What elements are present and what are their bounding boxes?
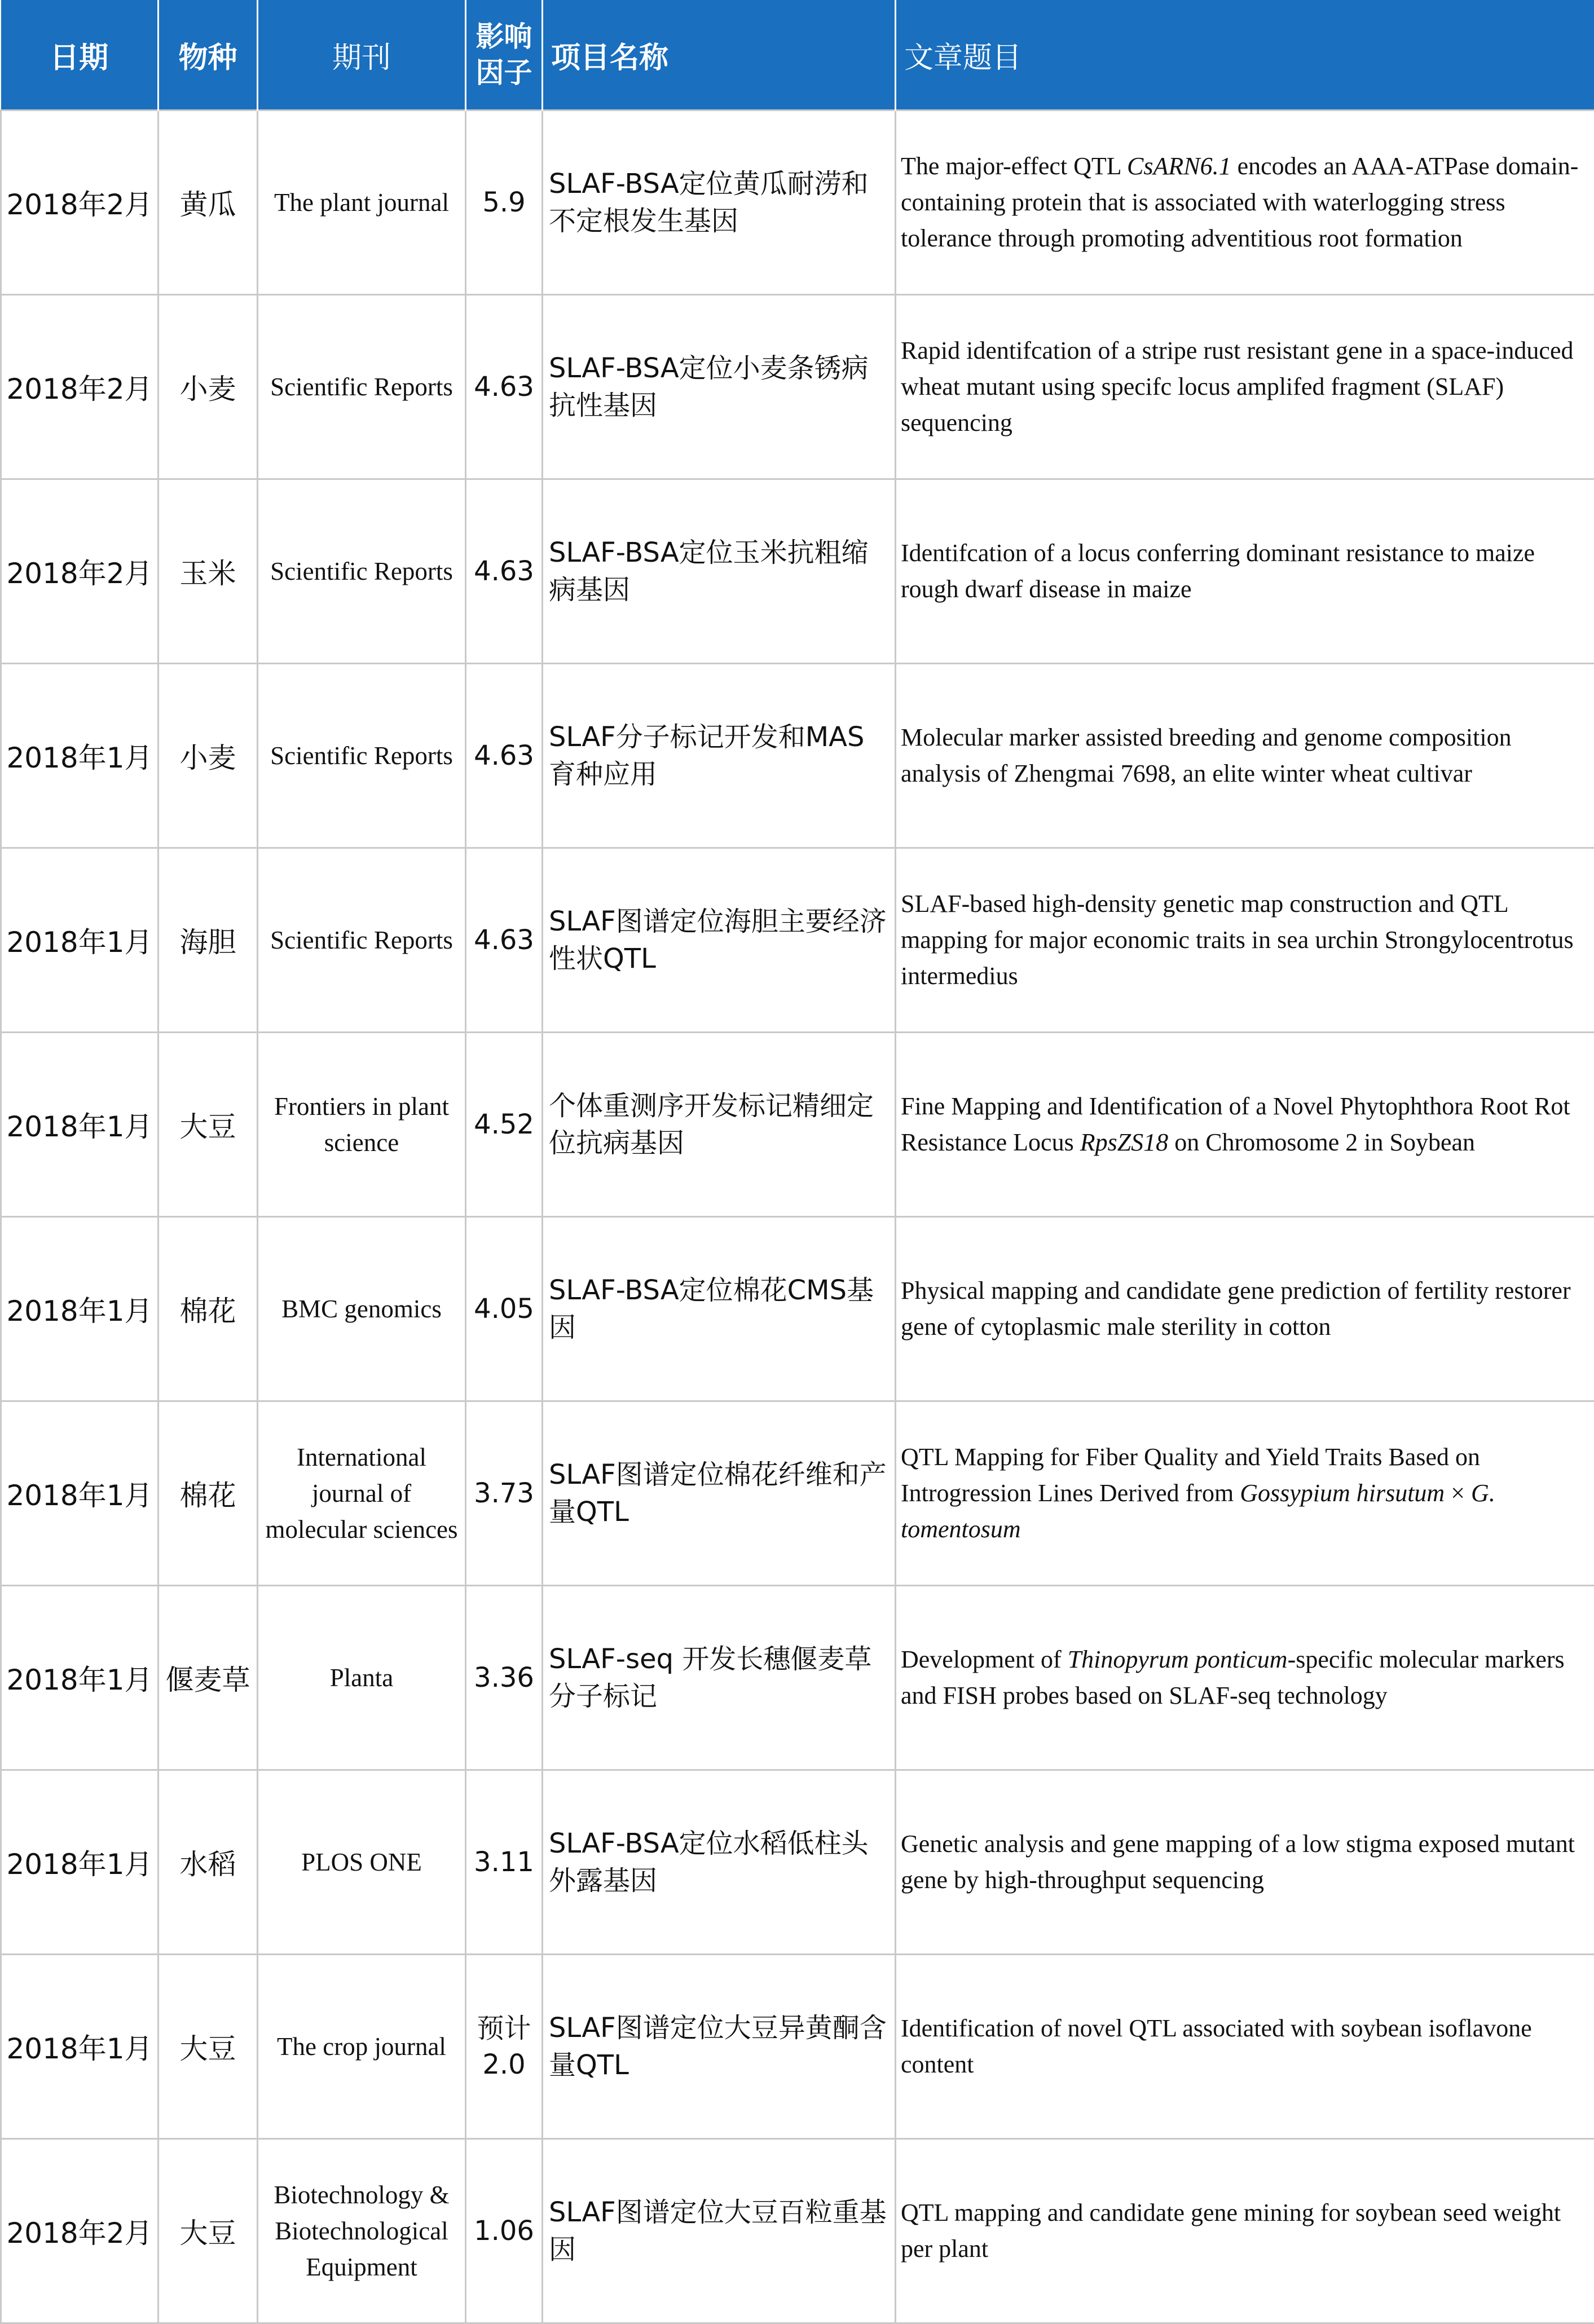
cell-article-title: [896, 295, 1594, 479]
cell-impact-factor: 4.63: [466, 848, 543, 1033]
cell-species: 小麦: [158, 295, 258, 479]
title-italic-segment: Thinopyrum ponticum: [1068, 1646, 1288, 1673]
cell-project-name: SLAF-BSA定位黄瓜耐涝和不定根发生基因: [543, 111, 896, 295]
cell-date: 2018年2月: [1, 2139, 158, 2323]
cell-journal: The crop journal: [258, 1955, 466, 2139]
cell-journal: Biotechnology & Biotechnological Equipment: [258, 2139, 466, 2323]
title-segment: QTL mapping and candidate gene mining for soybean seed weight per plant: [901, 2199, 1561, 2263]
cell-journal: Frontiers in plant science: [258, 1033, 466, 1217]
cell-date: 2018年1月: [1, 1217, 158, 1401]
title-segment: Genetic analysis and gene mapping of a low stigma exposed mutant gene by high-throughput sequencing: [901, 1830, 1575, 1894]
title-segment: -specific molecular markers and FISH probes based on SLAF-seq technology: [901, 1646, 1565, 1709]
cell-project-name: SLAF-BSA定位小麦条锈病抗性基因: [543, 295, 896, 479]
cell-impact-factor: 3.73: [466, 1401, 543, 1586]
title-segment: ×: [1445, 1479, 1471, 1507]
cell-project-name: 个体重测序开发标记精细定位抗病基因: [543, 1033, 896, 1217]
cell-species: 小麦: [158, 664, 258, 848]
title-segment: Physical mapping and candidate gene prediction of fertility restorer gene of cytoplasmic male sterility in cotton: [901, 1277, 1571, 1340]
title-segment: SLAF-based high-density genetic map construction and QTL mapping for major economic traits in sea urchin Strongylocentrotus intermedius: [901, 890, 1574, 990]
cell-species: 棉花: [158, 1401, 258, 1586]
table-row: [1, 1401, 1594, 1586]
cell-journal: Scientific Reports: [258, 848, 466, 1033]
cell-project-name: SLAF图谱定位海胆主要经济性状QTL: [543, 848, 896, 1033]
title-segment: Development of: [901, 1646, 1068, 1673]
cell-project-name: SLAF-BSA定位玉米抗粗缩病基因: [543, 479, 896, 664]
title-italic-segment: RpsZS18: [1080, 1128, 1168, 1156]
cell-impact-factor: 3.36: [466, 1586, 543, 1770]
cell-species: 大豆: [158, 1033, 258, 1217]
cell-impact-factor: 4.63: [466, 479, 543, 664]
table-row: [1, 1955, 1594, 2139]
cell-article-title: [896, 1770, 1594, 1955]
table-row: [1, 1033, 1594, 1217]
header-title: 文章题目: [896, 0, 1594, 111]
table-row: [1, 664, 1594, 848]
table-row: [1, 479, 1594, 664]
title-segment: Molecular marker assisted breeding and genome composition analysis of Zhengmai 7698, an elite winter wheat cultivar: [901, 724, 1512, 787]
cell-species: 大豆: [158, 2139, 258, 2323]
cell-date: 2018年1月: [1, 848, 158, 1033]
cell-journal: International journal of molecular sciences: [258, 1401, 466, 1586]
cell-project-name: SLAF图谱定位棉花纤维和产量QTL: [543, 1401, 896, 1586]
cell-species: 水稻: [158, 1770, 258, 1955]
cell-article-title: [896, 111, 1594, 295]
cell-article-title: [896, 1033, 1594, 1217]
cell-date: 2018年1月: [1, 1401, 158, 1586]
table-row: [1, 1770, 1594, 1955]
title-segment: Identification of novel QTL associated with soybean isoflavone content: [901, 2014, 1532, 2078]
cell-species: 玉米: [158, 479, 258, 664]
title-segment: Fine Mapping and Identification of a Novel Phytophthora Root Rot Resistance Locus: [901, 1092, 1570, 1156]
cell-project-name: SLAF图谱定位大豆异黄酮含量QTL: [543, 1955, 896, 2139]
cell-article-title: [896, 1586, 1594, 1770]
cell-project-name: SLAF-BSA定位水稻低柱头外露基因: [543, 1770, 896, 1955]
cell-species: 偃麦草: [158, 1586, 258, 1770]
cell-impact-factor: 预计2.0: [466, 1955, 543, 2139]
cell-article-title: [896, 479, 1594, 664]
cell-impact-factor: 4.63: [466, 295, 543, 479]
cell-species: 大豆: [158, 1955, 258, 2139]
title-segment: The major-effect QTL: [901, 152, 1127, 180]
cell-project-name: SLAF图谱定位大豆百粒重基因: [543, 2139, 896, 2323]
table-header-row: [1, 0, 1594, 111]
cell-journal: Scientific Reports: [258, 479, 466, 664]
title-segment: encodes an AAA-ATPase domain-containing protein that is associated with waterlogging stress tolerance through promoting adventitious root formation: [901, 152, 1578, 252]
cell-impact-factor: 5.9: [466, 111, 543, 295]
cell-article-title: [896, 2139, 1594, 2323]
cell-species: 棉花: [158, 1217, 258, 1401]
header-journal: 期刊: [258, 0, 466, 111]
cell-impact-factor: 4.52: [466, 1033, 543, 1217]
table-row: [1, 2139, 1594, 2323]
cell-article-title: [896, 664, 1594, 848]
cell-journal: Scientific Reports: [258, 664, 466, 848]
table-body: [1, 111, 1594, 2323]
cell-journal: The plant journal: [258, 111, 466, 295]
cell-impact-factor: 4.05: [466, 1217, 543, 1401]
cell-species: 海胆: [158, 848, 258, 1033]
header-if-line2: 因子: [476, 56, 532, 89]
cell-project-name: SLAF-seq 开发长穗偃麦草分子标记: [543, 1586, 896, 1770]
table-row: [1, 111, 1594, 295]
header-species: 物种: [158, 0, 258, 111]
title-segment: on Chromosome 2 in Soybean: [1168, 1128, 1475, 1156]
cell-date: 2018年1月: [1, 1586, 158, 1770]
cell-article-title: [896, 1217, 1594, 1401]
cell-impact-factor: 1.06: [466, 2139, 543, 2323]
cell-date: 2018年2月: [1, 479, 158, 664]
cell-date: 2018年1月: [1, 1770, 158, 1955]
title-italic-segment: G. tomentosum: [901, 1479, 1495, 1543]
cell-article-title: [896, 848, 1594, 1033]
cell-journal: Planta: [258, 1586, 466, 1770]
table-row: [1, 1217, 1594, 1401]
header-impact-factor: [466, 0, 543, 111]
header-date: 日期: [1, 0, 158, 111]
header-if-line1: 影响: [476, 20, 532, 53]
title-segment: Identifcation of a locus conferring dominant resistance to maize rough dwarf disease in maize: [901, 539, 1535, 603]
title-segment: Rapid identifcation of a stripe rust resistant gene in a space-induced wheat mutant using specifc locus amplifed fragment (SLAF) sequencing: [901, 337, 1574, 436]
title-italic-segment: Gossypium hirsutum: [1240, 1479, 1445, 1507]
table-row: [1, 1586, 1594, 1770]
cell-article-title: [896, 1955, 1594, 2139]
cell-date: 2018年2月: [1, 295, 158, 479]
cell-date: 2018年2月: [1, 111, 158, 295]
title-italic-segment: CsARN6.1: [1127, 152, 1231, 180]
cell-journal: Scientific Reports: [258, 295, 466, 479]
cell-date: 2018年1月: [1, 664, 158, 848]
header-project: 项目名称: [543, 0, 896, 111]
cell-date: 2018年1月: [1, 1955, 158, 2139]
table-row: [1, 848, 1594, 1033]
title-segment: QTL Mapping for Fiber Quality and Yield Traits Based on Introgression Lines Derived from: [901, 1443, 1480, 1507]
table-row: [1, 295, 1594, 479]
cell-project-name: SLAF分子标记开发和MAS育种应用: [543, 664, 896, 848]
cell-species: 黄瓜: [158, 111, 258, 295]
cell-date: 2018年1月: [1, 1033, 158, 1217]
cell-project-name: SLAF-BSA定位棉花CMS基因: [543, 1217, 896, 1401]
cell-journal: BMC genomics: [258, 1217, 466, 1401]
cell-impact-factor: 4.63: [466, 664, 543, 848]
cell-impact-factor: 3.11: [466, 1770, 543, 1955]
cell-article-title: [896, 1401, 1594, 1586]
cell-journal: PLOS ONE: [258, 1770, 466, 1955]
